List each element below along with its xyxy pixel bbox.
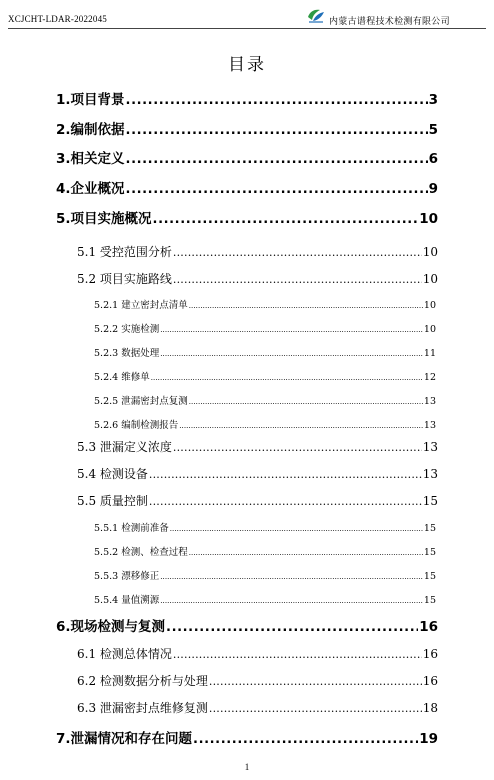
toc-entry-label: 6.2 检测数据分析与处理: [77, 674, 208, 688]
toc-entry[interactable]: [94, 544, 436, 557]
page-header: [8, 6, 486, 29]
toc-leader-dots: [126, 93, 428, 108]
toc-entry-page: 13: [423, 396, 436, 407]
toc-leader-dots: [173, 246, 422, 259]
toc-entry[interactable]: [94, 321, 436, 334]
toc-leader-dots: [160, 350, 423, 358]
document-code: XCJCHT-LDAR-2022045: [8, 14, 107, 24]
toc-entry[interactable]: [77, 270, 438, 286]
toc-leader-dots: [149, 468, 422, 481]
toc-leader-dots: [126, 152, 428, 167]
toc-leader-dots: [170, 525, 423, 533]
toc-entry-label: 3.相关定义: [56, 151, 125, 167]
toc-entry[interactable]: [94, 345, 436, 358]
toc-entry[interactable]: [77, 699, 438, 715]
toc-entry-label: 1.项目背景: [56, 92, 125, 108]
toc-entry-page: 13: [422, 467, 438, 481]
toc-leader-dots: [151, 374, 423, 382]
toc-entry-page: 15: [423, 571, 436, 582]
toc-entry-page: 18: [422, 701, 438, 715]
toc-leader-dots: [160, 597, 423, 605]
toc-leader-dots: [149, 495, 422, 508]
toc-leader-dots: [179, 422, 423, 430]
toc-entry-label: 5.2.1 建立密封点清单: [94, 300, 188, 311]
toc-leader-dots: [209, 702, 422, 715]
toc-leader-dots: [126, 123, 428, 138]
toc-entry[interactable]: [56, 118, 438, 138]
toc-entry[interactable]: [56, 147, 438, 167]
toc-entry[interactable]: [77, 243, 438, 259]
toc-entry-label: 5.2.2 实施检测: [94, 324, 160, 335]
toc-entry-page: 15: [423, 595, 436, 606]
toc-entry-label: 5.2 项目实施路线: [77, 272, 172, 286]
toc-entry-label: 5.5.1 检测前准备: [94, 523, 169, 534]
toc-entry[interactable]: [56, 177, 438, 197]
toc-entry-page: 16: [419, 619, 438, 635]
toc-entry[interactable]: [56, 727, 438, 747]
toc-entry-page: 19: [419, 731, 438, 747]
toc-entry[interactable]: [56, 88, 438, 108]
toc-entry-page: 15: [422, 494, 438, 508]
toc-entry-label: 6.3 泄漏密封点维修复测: [77, 701, 208, 715]
toc-entry-page: 15: [423, 547, 436, 558]
toc-entry-page: 15: [423, 523, 436, 534]
toc-leader-dots: [160, 326, 423, 334]
toc-entry[interactable]: [94, 417, 436, 430]
toc-leader-dots: [189, 302, 423, 310]
toc-entry-page: 11: [423, 348, 436, 359]
toc-entry-label: 5.3 泄漏定义浓度: [77, 440, 172, 454]
toc-leader-dots: [173, 648, 422, 661]
toc-entry-label: 5.5.2 检测、检查过程: [94, 547, 188, 558]
toc-entry-page: 10: [423, 300, 436, 311]
toc-leader-dots: [209, 675, 422, 688]
toc-entry[interactable]: [77, 438, 438, 454]
toc-leader-dots: [189, 398, 423, 406]
toc-entry[interactable]: [77, 465, 438, 481]
toc-entry-page: 10: [423, 324, 436, 335]
toc-entry-page: 13: [423, 420, 436, 431]
toc-entry-page: 16: [422, 674, 438, 688]
toc-leader-dots: [153, 212, 419, 227]
toc-leader-dots: [160, 573, 423, 581]
toc-entry-page: 5: [428, 122, 438, 138]
toc-entry-page: 10: [422, 245, 438, 259]
toc-entry-label: 2.编制依据: [56, 122, 125, 138]
toc-entry-label: 5.5 质量控制: [77, 494, 148, 508]
toc-entry-label: 5.2.5 泄漏密封点复测: [94, 396, 188, 407]
toc-entry[interactable]: [56, 207, 438, 227]
toc-entry[interactable]: [94, 520, 436, 533]
toc-entry-label: 5.2.4 维修单: [94, 372, 150, 383]
toc-entry-page: 16: [422, 647, 438, 661]
toc-entry-label: 4.企业概况: [56, 181, 125, 197]
toc-entry-page: 6: [428, 151, 438, 167]
toc-entry-label: 7.泄漏情况和存在问题: [56, 731, 193, 747]
toc-entry-label: 6.现场检测与复测: [56, 619, 166, 635]
toc-leader-dots: [189, 549, 423, 557]
company-logo-icon: [306, 8, 326, 24]
toc-entry[interactable]: [77, 672, 438, 688]
toc-entry[interactable]: [94, 592, 436, 605]
toc-leader-dots: [173, 441, 422, 454]
toc-entry-page: 10: [422, 272, 438, 286]
toc-entry-label: 5.2.3 数据处理: [94, 348, 160, 359]
toc-entry-label: 5.1 受控范围分析: [77, 245, 172, 259]
toc-entry[interactable]: [94, 393, 436, 406]
toc-entry[interactable]: [94, 369, 436, 382]
toc-leader-dots: [193, 732, 418, 747]
toc-entry-page: 10: [419, 211, 438, 227]
toc-entry[interactable]: [77, 492, 438, 508]
toc-entry-page: 9: [428, 181, 438, 197]
toc-entry-label: 5.5.4 量值溯源: [94, 595, 160, 606]
toc-leader-dots: [173, 273, 422, 286]
toc-entry-page: 13: [422, 440, 438, 454]
toc-leader-dots: [166, 620, 418, 635]
toc-entry-page: 3: [428, 92, 438, 108]
toc-entry-page: 12: [423, 372, 436, 383]
toc-entry-label: 5.项目实施概况: [56, 211, 152, 227]
toc-entry[interactable]: [77, 645, 438, 661]
toc-leader-dots: [126, 182, 428, 197]
toc-entry-label: 6.1 检测总体情况: [77, 647, 172, 661]
toc-entry[interactable]: [94, 297, 436, 310]
toc-entry[interactable]: [94, 568, 436, 581]
toc-entry-label: 5.4 检测设备: [77, 467, 148, 481]
toc-entry-label: 5.5.3 漂移修正: [94, 571, 160, 582]
toc-title: 目录: [228, 55, 266, 75]
company-name: 内蒙古谱程技术检测有限公司: [329, 17, 450, 27]
toc-entry[interactable]: [56, 615, 438, 635]
toc-entry-label: 5.2.6 编制检测报告: [94, 420, 179, 431]
page-number: 1: [244, 762, 250, 772]
